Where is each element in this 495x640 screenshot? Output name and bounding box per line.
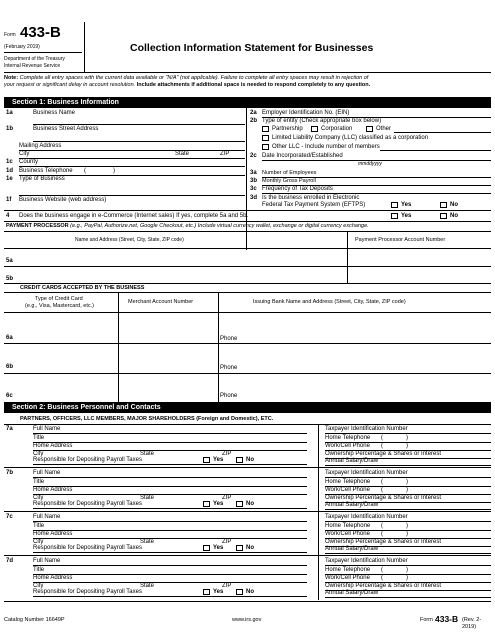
person-7c-home-address-label: Home Address xyxy=(33,531,73,537)
row-6a-num: 6a xyxy=(6,335,13,341)
person-7c-responsible-yes-label: Yes xyxy=(213,545,224,551)
catalog-number: Catalog Number 16649P xyxy=(4,617,65,623)
person-7c-ownership-field[interactable] xyxy=(385,539,490,545)
person-7b-home-address-label: Home Address xyxy=(33,487,73,493)
form-number: 433-B xyxy=(20,24,61,41)
person-7d-state-label: State xyxy=(140,583,155,589)
person-7b-home-phone-paren-open: ( xyxy=(381,479,383,485)
person-7c-full-name-field[interactable] xyxy=(80,514,305,520)
person-7a-salary-label: Annual Salary/Draw xyxy=(325,458,379,464)
eftps-label-2: Federal Tax Payment System (EFTPS) xyxy=(262,202,366,208)
person-7c-state-label: State xyxy=(140,539,155,545)
person-7a-home-address-label: Home Address xyxy=(33,443,73,449)
note-prefix: Note: xyxy=(4,75,19,81)
line-3c-num: 3c xyxy=(250,186,257,192)
person-7a-title-label: Title xyxy=(33,435,45,441)
person-7a-zip-label: ZIP xyxy=(222,451,232,457)
person-7c-responsible-yes-checkbox[interactable] xyxy=(203,545,210,551)
page-title: Collection Information Statement for Businesses xyxy=(130,42,374,54)
person-7d-city-label: City xyxy=(33,583,44,589)
processor-5b-account-field[interactable] xyxy=(349,267,490,282)
city-field[interactable] xyxy=(33,151,173,157)
processor-name-column-header: Name and Address (Street, City, State, ZIP code) xyxy=(75,237,184,243)
person-7a-home-phone-field[interactable] xyxy=(385,435,490,441)
person-7b-ownership-field[interactable] xyxy=(385,495,490,501)
person-7c-title-label: Title xyxy=(33,523,45,529)
issuing-bank-header: Issuing Bank Name and Address (Street, City, State, ZIP code) xyxy=(253,299,406,305)
person-7c-cell-phone-field[interactable] xyxy=(385,531,490,537)
person-7a-home-phone-paren-close: ) xyxy=(406,435,408,441)
person-7d-home-phone-paren-close: ) xyxy=(406,567,408,573)
person-7d-home-address-field[interactable] xyxy=(80,575,305,581)
ecommerce-yes-label: Yes xyxy=(401,213,412,219)
person-7b-responsible-label: Responsible for Depositing Payroll Taxes xyxy=(33,501,142,507)
form-label: Form xyxy=(4,32,16,38)
person-7d-home-phone-field[interactable] xyxy=(385,567,490,573)
line-1d-num: 1d xyxy=(6,168,14,174)
note-line2 xyxy=(4,82,491,89)
person-7c-home-phone-paren-open: ( xyxy=(381,523,383,529)
other-llc-label: Other LLC - Include number of members xyxy=(272,144,380,150)
deposit-frequency-field[interactable] xyxy=(345,186,490,192)
person-7a-responsible-yes-checkbox[interactable] xyxy=(203,457,210,463)
deposit-frequency-label: Frequency of Tax Deposits xyxy=(262,186,333,192)
employees-field[interactable] xyxy=(330,170,490,176)
person-7a-responsible-no-label: No xyxy=(246,457,254,463)
person-7b-tin-field[interactable] xyxy=(385,470,490,476)
eftps-no-checkbox[interactable] xyxy=(440,202,447,208)
business-name-label: Business Name xyxy=(33,110,76,116)
person-7a-home-phone-label: Home Telephone xyxy=(325,435,371,441)
person-7a-home-address-field[interactable] xyxy=(80,443,305,449)
person-7d-cell-phone-label: Work/Cell Phone xyxy=(325,575,370,581)
person-7c-cell-phone-paren-open: ( xyxy=(381,531,383,537)
ein-label: Employer Identification No. (EIN) xyxy=(262,110,350,116)
person-7a-ownership-field[interactable] xyxy=(385,451,490,457)
partnership-checkbox[interactable] xyxy=(262,126,269,132)
person-7a-responsible-yes-label: Yes xyxy=(213,457,224,463)
person-7b-responsible-yes-checkbox[interactable] xyxy=(203,501,210,507)
person-7b-city-label: City xyxy=(33,495,44,501)
row-5a-num: 5a xyxy=(6,258,13,264)
person-7d-title-field[interactable] xyxy=(80,567,305,573)
merchant-account-header: Merchant Account Number xyxy=(128,299,194,305)
llc-corporation-checkbox[interactable] xyxy=(262,135,269,141)
line-1b-num: 1b xyxy=(6,126,14,132)
dept-line2: Internal Revenue Service xyxy=(4,63,61,69)
person-7b-cell-phone-paren-open: ( xyxy=(381,487,383,493)
person-7d-cell-phone-paren-open: ( xyxy=(381,575,383,581)
card-6a-phone-field[interactable] xyxy=(245,336,490,342)
card-6a-merchant-field[interactable] xyxy=(120,313,217,343)
footer-website: www.irs.gov xyxy=(232,617,262,623)
ecommerce-yes-checkbox[interactable] xyxy=(391,213,398,219)
person-7d-cell-phone-paren-close: ) xyxy=(406,575,408,581)
person-7c-ownership-label: Ownership Percentage & Shares or Interest xyxy=(325,539,442,545)
business-website-label: Business Website (web address) xyxy=(19,197,107,203)
other-llc-checkbox[interactable] xyxy=(262,144,269,150)
processor-5b-name-field[interactable] xyxy=(16,267,346,282)
person-7a-ownership-label: Ownership Percentage & Shares or Interest xyxy=(325,451,442,457)
corporation-checkbox[interactable] xyxy=(311,126,318,132)
other-checkbox[interactable] xyxy=(366,126,373,132)
person-7a-full-name-field[interactable] xyxy=(80,426,305,432)
person-7a-tin-field[interactable] xyxy=(385,426,490,432)
person-7c-cell-phone-paren-close: ) xyxy=(406,531,408,537)
county-field[interactable] xyxy=(50,159,245,165)
person-7d-zip-label: ZIP xyxy=(222,583,232,589)
line-1f-num: 1f xyxy=(6,197,12,203)
person-7c-zip-label: ZIP xyxy=(222,539,232,545)
person-7c-full-name-label: Full Name xyxy=(33,514,61,520)
person-7d-salary-field[interactable] xyxy=(385,590,490,596)
person-7d-home-phone-label: Home Telephone xyxy=(325,567,371,573)
card-6c-type-field[interactable] xyxy=(20,374,117,402)
person-7b-home-phone-paren-close: ) xyxy=(406,479,408,485)
person-7d-responsible-no-checkbox[interactable] xyxy=(236,589,243,595)
person-7d-home-address-label: Home Address xyxy=(33,575,73,581)
date-incorporated-field[interactable] xyxy=(350,153,440,159)
type-of-business-field[interactable] xyxy=(19,183,245,195)
partnership-label: Partnership xyxy=(272,126,303,132)
phone-paren-open: ( xyxy=(84,168,86,174)
person-7c-home-phone-paren-close: ) xyxy=(406,523,408,529)
person-7d-tin-label: Taxpayer Identification Number xyxy=(325,558,408,564)
person-7d-tin-field[interactable] xyxy=(385,558,490,564)
section2-subheading: PARTNERS, OFFICERS, LLC MEMBERS, MAJOR SHAREHOLDERS (Foreign and Domestic), ETC. xyxy=(20,416,274,422)
person-7d-ownership-label: Ownership Percentage & Shares or Interest xyxy=(325,583,442,589)
processor-5a-name-field[interactable] xyxy=(16,249,346,265)
person-7c-cell-phone-label: Work/Cell Phone xyxy=(325,531,370,537)
line-3b-num: 3b xyxy=(250,178,258,184)
person-7c-salary-label: Annual Salary/Draw xyxy=(325,546,379,552)
llc-corporation-label: Limited Liability Company (LLC) classified as a corporation xyxy=(272,135,429,141)
person-7b-home-address-field[interactable] xyxy=(80,487,305,493)
person-7c-tin-field[interactable] xyxy=(385,514,490,520)
person-7c-responsible-no-checkbox[interactable] xyxy=(236,545,243,551)
row-6b-num: 6b xyxy=(6,364,14,370)
business-telephone-field[interactable] xyxy=(88,168,245,174)
line-1a-num: 1a xyxy=(6,110,13,116)
section2-title: Section 2: Business Personnel and Contacts xyxy=(4,402,491,413)
other-label: Other xyxy=(376,126,392,132)
employees-label: Number of Employees xyxy=(262,170,317,176)
person-7b-responsible-no-label: No xyxy=(246,501,254,507)
card-6c-bank-field[interactable] xyxy=(220,374,490,392)
footer-revision: (Rev. 2-2019) xyxy=(462,617,482,630)
type-of-business-label: Type of Business xyxy=(19,176,65,182)
person-7c-home-address-field[interactable] xyxy=(80,531,305,537)
line-1c-num: 1c xyxy=(6,159,13,165)
line-2a-num: 2a xyxy=(250,110,257,116)
person-7b-cell-phone-field[interactable] xyxy=(385,487,490,493)
card-6c-phone-field[interactable] xyxy=(245,393,490,399)
person-7b-responsible-no-checkbox[interactable] xyxy=(236,501,243,507)
ecommerce-no-label: No xyxy=(450,213,458,219)
person-7d-ownership-field[interactable] xyxy=(385,583,490,589)
person-7d-home-phone-paren-open: ( xyxy=(381,567,383,573)
person-7b-state-label: State xyxy=(140,495,155,501)
row-5b-num: 5b xyxy=(6,276,14,282)
person-7d-num: 7d xyxy=(6,558,14,564)
ein-field[interactable] xyxy=(370,110,488,116)
card-6a-bank-field[interactable] xyxy=(220,313,490,335)
corporation-label: Corporation xyxy=(321,126,353,132)
person-7c-responsible-no-label: No xyxy=(246,545,254,551)
card-6b-phone-field[interactable] xyxy=(245,365,490,371)
person-7a-cell-phone-paren-close: ) xyxy=(406,443,408,449)
person-7b-full-name-field[interactable] xyxy=(80,470,305,476)
note-text2-bold: Include attachments if additional space is needed to respond completely to any question. xyxy=(136,82,371,88)
note-text2: your request or significant delay in account resolution. xyxy=(4,82,137,88)
card-6b-type-field[interactable] xyxy=(20,344,117,373)
card-type-header-2: (e.g., Visa, Mastercard, etc.) xyxy=(25,303,94,309)
county-label: County xyxy=(19,159,39,165)
eftps-label-1: Is the business enrolled in Electronic xyxy=(262,195,360,201)
person-7b-ownership-label: Ownership Percentage & Shares or Interest xyxy=(325,495,442,501)
person-7b-title-label: Title xyxy=(33,479,45,485)
card-6b-bank-field[interactable] xyxy=(220,344,490,364)
business-telephone-label: Business Telephone xyxy=(19,168,73,174)
person-7c-title-field[interactable] xyxy=(80,523,305,529)
person-7a-cell-phone-paren-open: ( xyxy=(381,443,383,449)
person-7a-salary-field[interactable] xyxy=(385,458,490,464)
person-7b-responsible-yes-label: Yes xyxy=(213,501,224,507)
person-7a-tin-label: Taxpayer Identification Number xyxy=(325,426,408,432)
person-7c-home-phone-label: Home Telephone xyxy=(325,523,371,529)
person-7b-tin-label: Taxpayer Identification Number xyxy=(325,470,408,476)
footer-form-label: Form xyxy=(420,617,433,623)
person-7d-responsible-yes-checkbox[interactable] xyxy=(203,589,210,595)
person-7c-home-phone-field[interactable] xyxy=(385,523,490,529)
person-7c-city-label: City xyxy=(33,539,44,545)
eftps-yes-checkbox[interactable] xyxy=(391,202,398,208)
person-7a-num: 7a xyxy=(6,426,13,432)
person-7a-title-field[interactable] xyxy=(80,435,305,441)
person-7b-full-name-label: Full Name xyxy=(33,470,61,476)
mailing-address-field[interactable] xyxy=(70,143,245,149)
person-7a-responsible-label: Responsible for Depositing Payroll Taxes xyxy=(33,457,142,463)
note-line1 xyxy=(4,75,491,82)
person-7a-full-name-label: Full Name xyxy=(33,426,61,432)
person-7b-home-phone-field[interactable] xyxy=(385,479,490,485)
card-6b-merchant-field[interactable] xyxy=(120,344,217,373)
person-7d-title-label: Title xyxy=(33,567,45,573)
gross-payroll-field[interactable] xyxy=(330,178,490,184)
processor-account-column-header: Payment Processor Account Number xyxy=(355,237,446,243)
line-2b-num: 2b xyxy=(250,118,258,124)
person-7b-zip-label: ZIP xyxy=(222,495,232,501)
payment-processor-heading xyxy=(6,223,491,230)
note-text1: Complete all entry spaces with the current data available or "N/A" (not applicable). Failure to complete all entry spaces may result in rejection of xyxy=(18,75,369,81)
state-label: State xyxy=(175,151,190,157)
person-7a-cell-phone-label: Work/Cell Phone xyxy=(325,443,370,449)
business-street-label: Business Street Address xyxy=(33,126,99,132)
payment-processor-title: PAYMENT PROCESSOR xyxy=(6,223,69,229)
footer-form-number: 433-B xyxy=(435,614,459,624)
person-7a-cell-phone-field[interactable] xyxy=(385,443,490,449)
person-7b-cell-phone-label: Work/Cell Phone xyxy=(325,487,370,493)
mailing-address-label: Mailing Address xyxy=(19,143,62,149)
zip-label: ZIP xyxy=(220,151,230,157)
payment-processor-note: (e.g., PayPal, Authorize.net, Google Checkout, etc.) Include virtual currency wallet, exchange or digital currency exchange. xyxy=(68,223,369,229)
card-type-header-1: Type of Credit Card xyxy=(35,296,83,302)
person-7b-cell-phone-paren-close: ) xyxy=(406,487,408,493)
credit-cards-heading: CREDIT CARDS ACCEPTED BY THE BUSINESS xyxy=(20,285,145,291)
person-7a-state-label: State xyxy=(140,451,155,457)
section1-title: Section 1: Business Information xyxy=(4,97,491,108)
person-7a-responsible-no-checkbox[interactable] xyxy=(236,457,243,463)
person-7d-responsible-label: Responsible for Depositing Payroll Taxes xyxy=(33,589,142,595)
person-7d-responsible-no-label: No xyxy=(246,589,254,595)
line-3a-num: 3a xyxy=(250,170,257,176)
person-7a-city-label: City xyxy=(33,451,44,457)
person-7c-tin-label: Taxpayer Identification Number xyxy=(325,514,408,520)
row-6c-num: 6c xyxy=(6,393,13,399)
card-6c-merchant-field[interactable] xyxy=(120,374,217,402)
date-incorporated-label: Date Incorporated/Established xyxy=(262,153,343,159)
person-7d-full-name-label: Full Name xyxy=(33,558,61,564)
card-6a-phone-label: Phone xyxy=(220,336,238,342)
form-date: (February 2019) xyxy=(4,44,40,50)
person-7a-home-phone-paren-open: ( xyxy=(381,435,383,441)
person-7b-salary-field[interactable] xyxy=(385,502,490,508)
gross-payroll-label: Monthly Gross Payroll xyxy=(262,178,316,184)
business-street-field[interactable] xyxy=(33,134,245,141)
person-7d-cell-phone-field[interactable] xyxy=(385,575,490,581)
line-4-num: 4 xyxy=(6,213,10,219)
person-7c-salary-field[interactable] xyxy=(385,546,490,552)
person-7c-num: 7c xyxy=(6,514,13,520)
processor-5a-account-field[interactable] xyxy=(349,249,490,265)
city-label: City xyxy=(19,151,30,157)
person-7b-title-field[interactable] xyxy=(80,479,305,485)
person-7b-num: 7b xyxy=(6,470,14,476)
card-6b-phone-label: Phone xyxy=(220,365,238,371)
line-3d-num: 3d xyxy=(250,195,258,201)
eftps-yes-label: Yes xyxy=(401,202,412,208)
line-1e-num: 1e xyxy=(6,176,13,182)
card-6a-type-field[interactable] xyxy=(20,313,117,343)
ecommerce-no-checkbox[interactable] xyxy=(440,213,447,219)
phone-paren-close: ) xyxy=(113,168,115,174)
eftps-no-label: No xyxy=(450,202,458,208)
person-7c-responsible-label: Responsible for Depositing Payroll Taxes xyxy=(33,545,142,551)
ecommerce-question: Does the business engage in e-Commerce (Internet sales) If yes, complete 5a and 5b. xyxy=(19,213,249,219)
person-7b-salary-label: Annual Salary/Draw xyxy=(325,502,379,508)
person-7b-home-phone-label: Home Telephone xyxy=(325,479,371,485)
date-format-hint: mmddyyyy xyxy=(358,161,382,167)
person-7d-full-name-field[interactable] xyxy=(80,558,305,564)
entity-type-label: Type of entity (Check appropriate box below) xyxy=(262,118,382,124)
dept-line1: Department of the Treasury xyxy=(4,56,65,62)
person-7d-salary-label: Annual Salary/Draw xyxy=(325,590,379,596)
person-7d-responsible-yes-label: Yes xyxy=(213,589,224,595)
line-2c-num: 2c xyxy=(250,153,257,159)
card-6c-phone-label: Phone xyxy=(220,393,238,399)
